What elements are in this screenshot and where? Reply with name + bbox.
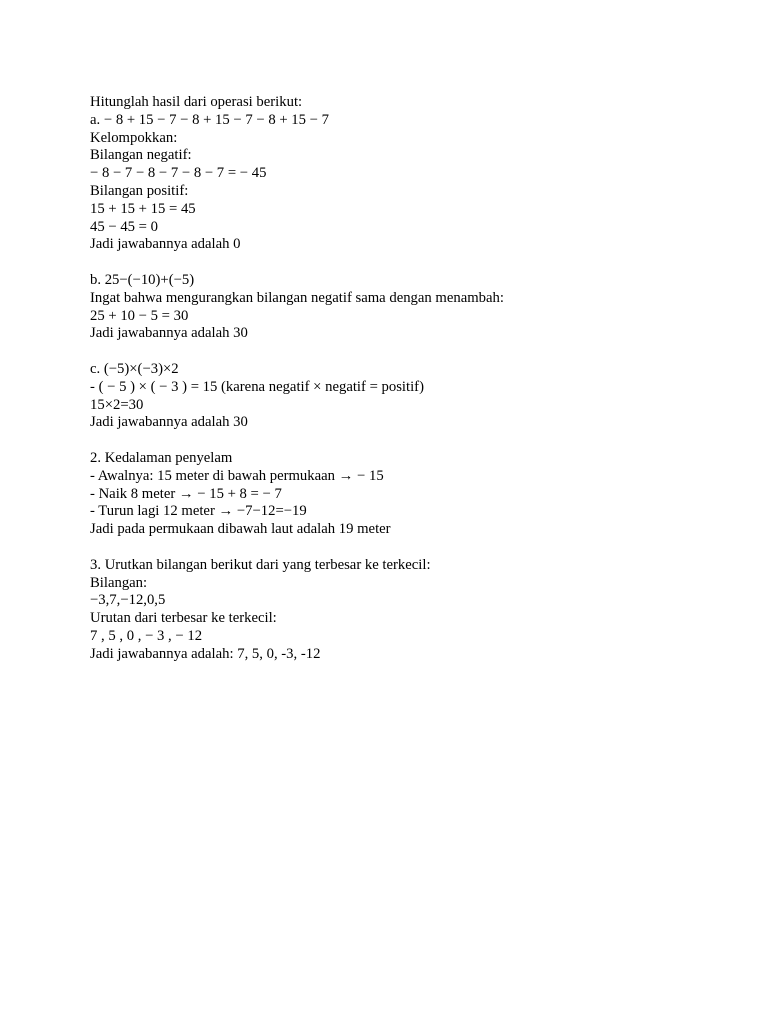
text-line: - Turun lagi 12 meter → −7−12=−19 <box>90 503 307 520</box>
text-line: 3. Urutkan bilangan berikut dari yang terbesar ke terkecil: <box>90 556 431 573</box>
text-line: c. (−5)×(−3)×2 <box>90 360 179 377</box>
text-line: Jadi jawabannya adalah 30 <box>90 414 248 431</box>
text-line: Jadi jawabannya adalah: 7, 5, 0, -3, -12 <box>90 645 321 662</box>
blank-line <box>90 539 710 557</box>
text-line: 25 + 10 − 5 = 30 <box>90 307 189 324</box>
text-line: - Awalnya: 15 meter di bawah permukaan → − 15 <box>90 467 384 484</box>
text-line: Jadi jawabannya adalah 30 <box>90 325 248 342</box>
text-line: 7 , 5 , 0 , − 3 , − 12 <box>90 627 203 644</box>
text-line: Jadi jawabannya adalah 0 <box>90 236 241 253</box>
blank-line <box>90 343 710 361</box>
text-line: Ingat bahwa mengurangkan bilangan negatif sama dengan menambah: <box>90 289 504 306</box>
blank-line <box>90 254 710 272</box>
text-line: Jadi pada permukaan dibawah laut adalah 19 meter <box>90 521 391 538</box>
text-line: 15×2=30 <box>90 396 144 413</box>
text-line: 2. Kedalaman penyelam <box>90 449 233 466</box>
text-line: Bilangan negatif: <box>90 147 192 164</box>
text-line: − 8 − 7 − 8 − 7 − 8 − 7 = − 45 <box>90 165 267 182</box>
text-line: Urutan dari terbesar ke terkecil: <box>90 610 277 627</box>
text-line: Hitunglah hasil dari operasi berikut: <box>90 94 303 110</box>
document-body <box>90 94 710 664</box>
text-line: −3,7,−12,0,5 <box>90 592 166 609</box>
text-line: - ( − 5 ) × ( − 3 ) = 15 (karena negatif × negatif = positif) <box>90 378 424 395</box>
text-line: b. 25−(−10)+(−5) <box>90 271 195 288</box>
text-line: Kelompokkan: <box>90 129 178 146</box>
text-line: - Naik 8 meter → − 15 + 8 = − 7 <box>90 485 282 502</box>
text-line: 15 + 15 + 15 = 45 <box>90 200 196 217</box>
text-line: Bilangan positif: <box>90 182 189 199</box>
blank-line <box>90 432 710 450</box>
text-line: 45 − 45 = 0 <box>90 218 158 235</box>
text-line: Bilangan: <box>90 574 148 591</box>
text-line: a. − 8 + 15 − 7 − 8 + 15 − 7 − 8 + 15 − 7 <box>90 111 329 128</box>
